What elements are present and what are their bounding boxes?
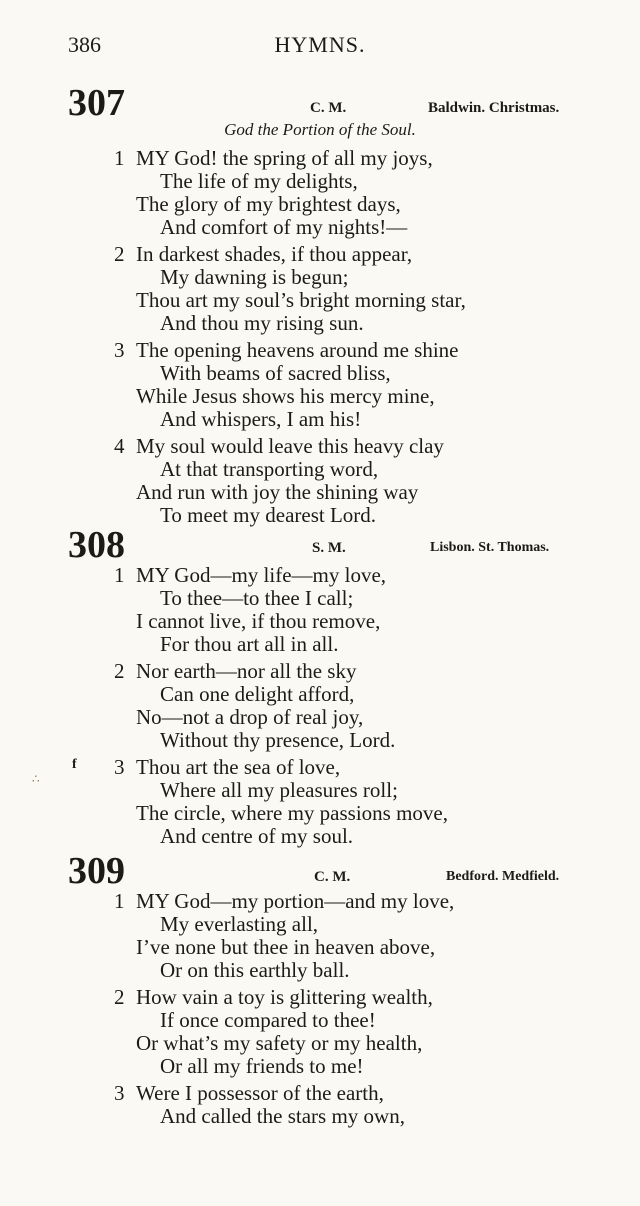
verse-line: In darkest shades, if thou appear, (136, 242, 413, 266)
verse-line: Nor earth—nor all the sky (136, 659, 357, 683)
verse-line: How vain a toy is glittering wealth, (136, 985, 433, 1009)
hymn-number: 309 (68, 850, 125, 892)
meter: C. M. (310, 100, 347, 116)
hymn-number: 307 (68, 82, 125, 124)
verse-line: To thee—to thee I call; (160, 586, 354, 610)
verse-line: With beams of sacred bliss, (160, 361, 391, 385)
tune-names: Bedford. Medfield. (446, 869, 560, 884)
verse-line: To meet my dearest Lord. (160, 503, 377, 527)
verse-line: Or on this earthly ball. (160, 958, 350, 982)
running-title: HYMNS. (274, 32, 366, 57)
verse-line: And centre of my soul. (160, 824, 354, 848)
verse-line: Thou art my soul’s bright morning star, (136, 288, 466, 312)
verse-line: Or all my friends to me! (160, 1054, 364, 1078)
verse-line: The circle, where my passions move, (136, 801, 448, 825)
verse-line: MY God—my life—my love, (136, 563, 387, 587)
verse-line: MY God—my portion—and my love, (136, 889, 455, 913)
verse-line: Without thy presence, Lord. (160, 728, 396, 752)
dynamic-mark: f (72, 757, 77, 772)
verse-number: 4 (114, 434, 125, 458)
verse-line: And thou my rising sun. (160, 311, 364, 335)
verse-line: Where all my pleasures roll; (160, 778, 398, 802)
meter: C. M. (314, 869, 351, 885)
ink-blot: ∴ (32, 772, 40, 786)
verse-line: I’ve none but thee in heaven above, (136, 935, 436, 959)
verse-line: The opening heavens around me shine (136, 338, 459, 362)
verse-line: My everlasting all, (160, 912, 319, 936)
verse-line: My soul would leave this heavy clay (136, 434, 444, 458)
verse-line: My dawning is begun; (160, 265, 349, 289)
verse-line: For thou art all in all. (160, 632, 339, 656)
verse-line: And whispers, I am his! (160, 407, 362, 431)
verse-line: Or what’s my safety or my health, (136, 1031, 423, 1055)
verse-number: 1 (114, 563, 125, 587)
verse-line: Were I possessor of the earth, (136, 1081, 384, 1105)
verse-line: And comfort of my nights!— (160, 215, 408, 239)
verse-number: 2 (114, 242, 125, 266)
verse-number: 1 (114, 889, 125, 913)
verse-line: I cannot live, if thou remove, (136, 609, 381, 633)
tune-names: Lisbon. St. Thomas. (430, 540, 550, 555)
tune-names: Baldwin. Christmas. (428, 100, 560, 116)
verse-line: No—not a drop of real joy, (136, 705, 364, 729)
page-number: 386 (68, 32, 101, 57)
page-header (0, 32, 640, 62)
verse-number: 2 (114, 985, 125, 1009)
hymn-number: 308 (68, 524, 125, 566)
verse-number: 3 (114, 338, 125, 362)
verse-line: At that transporting word, (160, 457, 379, 481)
verse-line: Can one delight afford, (160, 682, 355, 706)
verse-line: Thou art the sea of love, (136, 755, 341, 779)
verse-line: The life of my delights, (160, 169, 358, 193)
verse-number: 3 (114, 1081, 125, 1105)
meter: S. M. (312, 540, 346, 556)
verse-line: And run with joy the shining way (136, 480, 419, 504)
verse-number: 3 (114, 755, 125, 779)
hymn-subtitle: God the Portion of the Soul. (224, 120, 416, 139)
verse-line: And called the stars my own, (160, 1104, 405, 1128)
verse-number: 2 (114, 659, 125, 683)
verse-line: MY God! the spring of all my joys, (136, 146, 433, 170)
verse-line: If once compared to thee! (160, 1008, 376, 1032)
verse-number: 1 (114, 146, 125, 170)
verse-line: While Jesus shows his mercy mine, (136, 384, 435, 408)
verse-line: The glory of my brightest days, (136, 192, 401, 216)
